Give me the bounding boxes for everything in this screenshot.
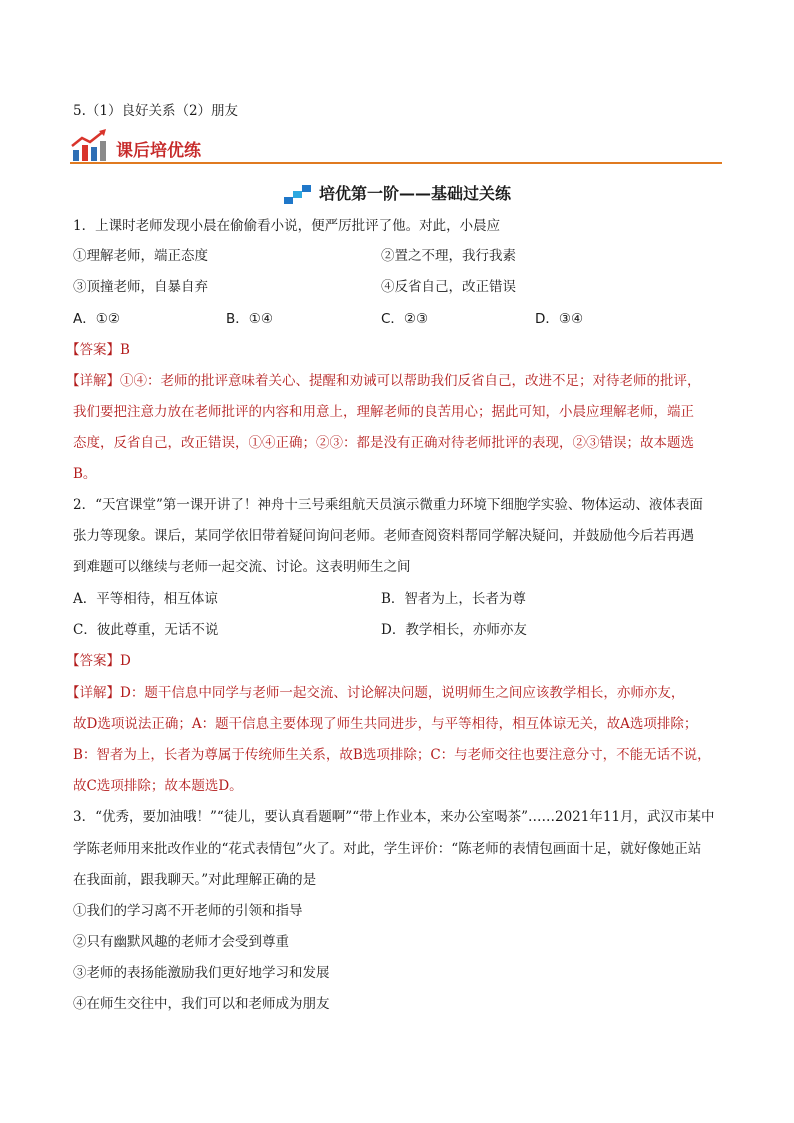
q1-stem: 1．上课时老师发现小晨在偷偷看小说，便严厉批评了他。对此，小晨应 [73, 218, 501, 234]
q1-detail-line-1 [66, 372, 701, 390]
section-divider [70, 162, 722, 164]
q2-choice-b: B．智者为上，长者为尊 [381, 591, 526, 607]
q2-detail-line-4: 故C选项排除；故本题选D。 [73, 778, 243, 794]
stairs-icon [283, 185, 313, 205]
answer-label: 【答案】 [66, 342, 120, 358]
q1-choice-a: A．①② [73, 311, 120, 327]
q2-detail-line-1 [66, 684, 684, 702]
q3-stem-line-2: 学陈老师用来批改作业的“花式表情包”火了。对此，学生评价：“陈老师的表情包画面十足，就好像她正站 [73, 841, 702, 857]
q1-option-4: ④反省自己，改正错误 [381, 279, 516, 295]
detail-text: ①④：老师的批评意味着关心、提醒和劝诫可以帮助我们反省自己，改进不足；对待老师的批评， [120, 373, 701, 389]
q2-choice-c: C．彼此尊重，无话不说 [73, 622, 219, 638]
q3-option-3: ③老师的表扬能激励我们更好地学习和发展 [73, 965, 330, 981]
detail-label: 【详解】 [66, 373, 120, 389]
detail-text: D：题干信息中同学与老师一起交流、讨论解决问题，说明师生之间应该教学相长，亦师亦友， [120, 685, 685, 701]
q2-stem-line-2: 张力等现象。课后，某同学依旧带着疑问询问老师。老师查阅资料帮同学解决疑问，并鼓励他今后若再遇 [73, 528, 694, 544]
q1-detail-line-2: 我们要把注意力放在老师批评的内容和用意上，理解老师的良苦用心；据此可知，小晨应理解老师，端正 [73, 404, 694, 420]
subheading [0, 181, 794, 205]
q2-stem-line-1: 2．“天宫课堂”第一课开讲了！神舟十三号乘组航天员演示微重力环境下细胞学实验、物体运动、液体表面 [73, 497, 703, 513]
section-header [70, 128, 722, 164]
q1-detail-line-3: 态度，反省自己，改正错误，①④正确；②③：都是没有正确对待老师批评的表现，②③错误；故本题选 [73, 435, 694, 451]
q2-answer [66, 652, 131, 670]
section-title: 课后培优练 [116, 141, 201, 161]
q1-choice-b: B．①④ [226, 311, 273, 327]
q3-stem-line-1: 3．“优秀，要加油哦！”“徒儿，要认真看题啊”“带上作业本，来办公室喝茶”……2021年11月，武汉市某中 [73, 809, 715, 825]
q2-detail-line-2: 故D选项说法正确；A：题干信息主要体现了师生共同进步，与平等相待，相互体谅无关，故A选项排除； [73, 716, 698, 732]
q3-option-4: ④在师生交往中，我们可以和老师成为朋友 [73, 996, 330, 1012]
subheading-text: 培优第一阶——基础过关练 [318, 184, 511, 203]
rising-bar-chart-icon [70, 128, 110, 162]
answer-label: 【答案】 [66, 653, 120, 669]
previous-answer: 5.（1）良好关系（2）朋友 [73, 103, 239, 119]
q1-detail-line-4: B。 [73, 466, 97, 482]
q1-choice-c: C．②③ [381, 311, 429, 327]
detail-label: 【详解】 [66, 685, 120, 701]
q2-choice-d: D．教学相长，亦师亦友 [381, 622, 527, 638]
q3-option-1: ①我们的学习离不开老师的引领和指导 [73, 903, 303, 919]
q1-option-3: ③顶撞老师，自暴自弃 [73, 279, 208, 295]
q2-stem-line-3: 到难题可以继续与老师一起交流、讨论。这表明师生之间 [73, 559, 411, 575]
q1-choice-d: D．③④ [535, 311, 584, 327]
q3-option-2: ②只有幽默风趣的老师才会受到尊重 [73, 934, 289, 950]
answer-value: D [120, 653, 131, 669]
q1-option-2: ②置之不理，我行我素 [381, 248, 516, 264]
q2-detail-line-3: B：智者为上，长者为尊属于传统师生关系，故B选项排除；C：与老师交往也要注意分寸，不能无话不说， [73, 747, 711, 763]
q1-option-1: ①理解老师，端正态度 [73, 248, 208, 264]
q3-stem-line-3: 在我面前，跟我聊天。”对此理解正确的是 [73, 872, 317, 888]
q2-choice-a: A．平等相待，相互体谅 [73, 591, 218, 607]
q1-answer [66, 341, 130, 359]
answer-value: B [120, 342, 130, 358]
